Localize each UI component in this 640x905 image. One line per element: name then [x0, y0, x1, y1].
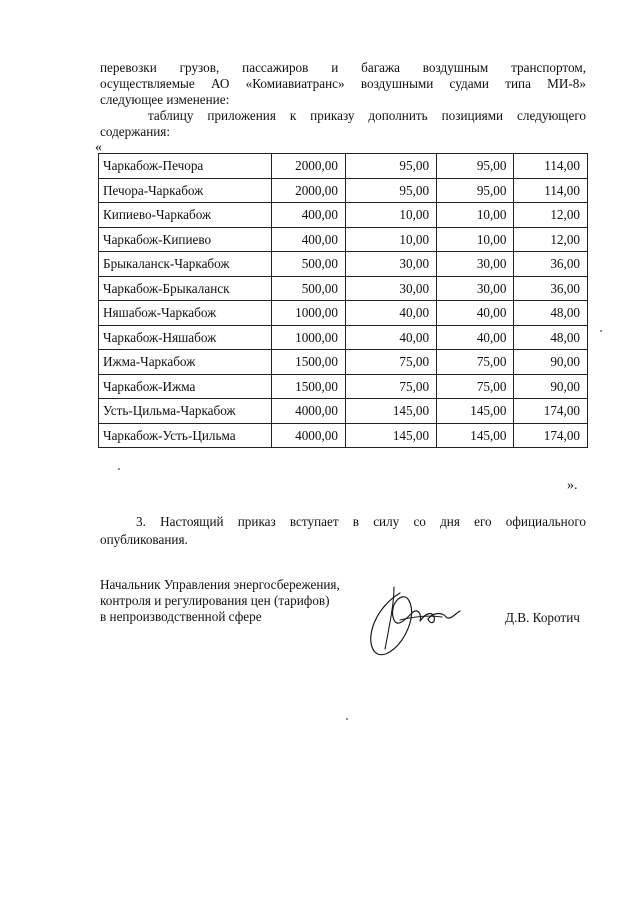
signatory-title — [100, 577, 340, 625]
value-cell: 40,00 — [437, 301, 514, 326]
table-row — [99, 154, 588, 179]
intro-line: перевозки грузов, пассажиров и багажа воздушным транспортом, — [100, 60, 586, 75]
value-cell: 36,00 — [514, 276, 588, 301]
value-cell: 500,00 — [272, 276, 346, 301]
value-cell: 95,00 — [437, 154, 514, 179]
signatory-title-line: в непроизводственной сфере — [100, 609, 262, 624]
value-cell: 30,00 — [437, 276, 514, 301]
tariff-table-body — [99, 154, 588, 448]
route-cell: Чаркабож-Кипиево — [99, 227, 272, 252]
value-cell: 145,00 — [345, 399, 436, 424]
signatory-name: Д.В. Коротич — [505, 610, 580, 625]
value-cell: 12,00 — [514, 203, 588, 228]
scan-speck — [600, 330, 602, 332]
tariff-table — [98, 153, 588, 448]
value-cell: 75,00 — [345, 374, 436, 399]
value-cell: 30,00 — [345, 252, 436, 277]
value-cell: 114,00 — [514, 178, 588, 203]
value-cell: 10,00 — [437, 227, 514, 252]
table-row — [99, 325, 588, 350]
value-cell: 40,00 — [437, 325, 514, 350]
route-cell: Няшабож-Чаркабож — [99, 301, 272, 326]
clause-3-line: опубликования. — [100, 532, 188, 547]
value-cell: 145,00 — [437, 399, 514, 424]
route-cell: Брыкаланск-Чаркабож — [99, 252, 272, 277]
value-cell: 500,00 — [272, 252, 346, 277]
route-cell: Чаркабож-Няшабож — [99, 325, 272, 350]
value-cell: 1500,00 — [272, 350, 346, 375]
value-cell: 95,00 — [345, 178, 436, 203]
value-cell: 2000,00 — [272, 178, 346, 203]
handwritten-signature — [360, 583, 475, 663]
table-row — [99, 374, 588, 399]
route-cell: Кипиево-Чаркабож — [99, 203, 272, 228]
route-cell: Чаркабож-Усть-Цильма — [99, 423, 272, 448]
table-row — [99, 301, 588, 326]
value-cell: 145,00 — [437, 423, 514, 448]
value-cell: 4000,00 — [272, 423, 346, 448]
table-row — [99, 399, 588, 424]
value-cell: 2000,00 — [272, 154, 346, 179]
table-row — [99, 227, 588, 252]
amendment-line: содержания: — [100, 124, 171, 139]
value-cell: 174,00 — [514, 423, 588, 448]
intro-paragraph — [100, 60, 586, 140]
scan-speck — [118, 468, 120, 470]
clause-3 — [100, 513, 586, 549]
value-cell: 174,00 — [514, 399, 588, 424]
value-cell: 95,00 — [345, 154, 436, 179]
value-cell: 1000,00 — [272, 325, 346, 350]
value-cell: 10,00 — [345, 203, 436, 228]
value-cell: 30,00 — [345, 276, 436, 301]
value-cell: 48,00 — [514, 301, 588, 326]
value-cell: 12,00 — [514, 227, 588, 252]
opening-quote: « — [95, 140, 102, 155]
value-cell: 75,00 — [437, 374, 514, 399]
table-row — [99, 276, 588, 301]
route-cell: Печора-Чаркабож — [99, 178, 272, 203]
value-cell: 90,00 — [514, 374, 588, 399]
route-cell: Ижма-Чаркабож — [99, 350, 272, 375]
value-cell: 75,00 — [345, 350, 436, 375]
closing-quote: ». — [567, 478, 578, 493]
signatory-title-line: Начальник Управления энергосбережения, — [100, 577, 340, 592]
value-cell: 1500,00 — [272, 374, 346, 399]
table-row — [99, 350, 588, 375]
route-cell: Чаркабож-Брыкаланск — [99, 276, 272, 301]
value-cell: 10,00 — [437, 203, 514, 228]
route-cell: Усть-Цильма-Чаркабож — [99, 399, 272, 424]
value-cell: 30,00 — [437, 252, 514, 277]
table-row — [99, 252, 588, 277]
value-cell: 40,00 — [345, 325, 436, 350]
intro-line: следующее изменение: — [100, 92, 230, 107]
value-cell: 36,00 — [514, 252, 588, 277]
route-cell: Чаркабож-Печора — [99, 154, 272, 179]
value-cell: 90,00 — [514, 350, 588, 375]
route-cell: Чаркабож-Ижма — [99, 374, 272, 399]
table-row — [99, 203, 588, 228]
intro-line: осуществляемые АО «Комиавиатранс» воздушными судами типа МИ-8» — [100, 76, 586, 91]
value-cell: 95,00 — [437, 178, 514, 203]
value-cell: 1000,00 — [272, 301, 346, 326]
scan-speck — [346, 718, 348, 720]
table-row — [99, 178, 588, 203]
value-cell: 48,00 — [514, 325, 588, 350]
value-cell: 400,00 — [272, 203, 346, 228]
value-cell: 4000,00 — [272, 399, 346, 424]
amendment-line: таблицу приложения к приказу дополнить позициями следующего — [148, 108, 586, 123]
table-row — [99, 423, 588, 448]
value-cell: 75,00 — [437, 350, 514, 375]
value-cell: 400,00 — [272, 227, 346, 252]
value-cell: 10,00 — [345, 227, 436, 252]
value-cell: 145,00 — [345, 423, 436, 448]
value-cell: 114,00 — [514, 154, 588, 179]
clause-3-line: 3. Настоящий приказ вступает в силу со дня его официального — [136, 514, 586, 529]
value-cell: 40,00 — [345, 301, 436, 326]
signatory-title-line: контроля и регулирования цен (тарифов) — [100, 593, 330, 608]
